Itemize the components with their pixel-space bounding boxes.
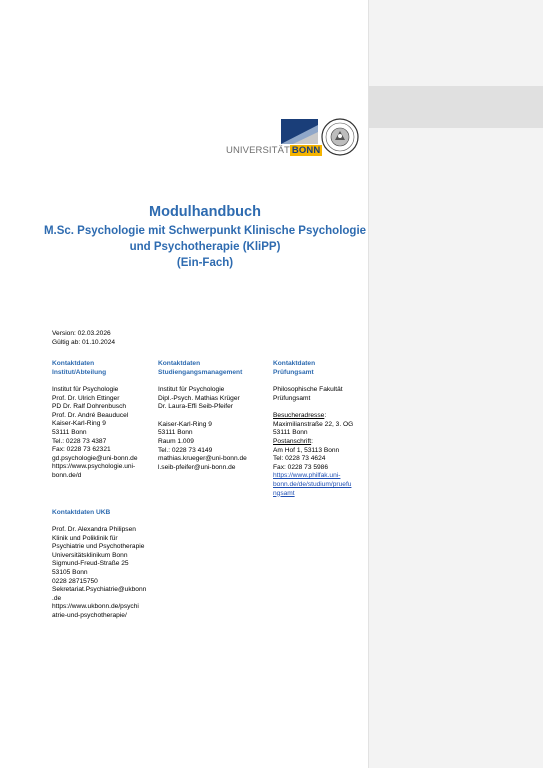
studies-line: 53111 Bonn — [158, 429, 193, 437]
ukb-line: 0228 28715750 — [52, 577, 98, 585]
exam-url-link[interactable]: bonn.de/de/studium/pruefu — [273, 480, 352, 488]
institute-line: Kaiser-Karl-Ring 9 — [52, 420, 106, 428]
institute-line: PD Dr. Ralf Dohrenbusch — [52, 403, 127, 411]
exam-heading-1: Kontaktdaten — [273, 360, 316, 367]
institute-line: 53111 Bonn — [52, 428, 87, 436]
exam-faculty: Philosophische Fakultät — [273, 386, 343, 393]
institute-url[interactable]: https://www.psychologie.uni- — [52, 463, 136, 471]
institute-email[interactable]: gd.psychologie@uni-bonn.de — [52, 454, 138, 462]
contact-ukb — [52, 508, 146, 621]
university-wordmark — [226, 145, 322, 156]
subtitle-line-2: und Psychotherapie (KliPP) — [129, 241, 281, 253]
exam-tel: Tel: 0228 73 4624 — [273, 455, 326, 463]
institute-heading-2: Institut/Abteilung — [52, 369, 107, 376]
comment-margin-box — [369, 86, 543, 128]
contact-institute — [52, 359, 138, 481]
ukb-line: Prof. Dr. Alexandra Philipsen — [52, 526, 136, 533]
exam-postal-row: Postanschrift: — [273, 437, 313, 445]
institute-line: Prof. Dr. Ulrich Ettinger — [52, 394, 120, 402]
institute-line: Tel.: 0228 73 4387 — [52, 437, 107, 445]
ukb-line: Klinik und Poliklinik für — [52, 534, 118, 542]
ukb-line: 53105 Bonn — [52, 568, 88, 576]
studies-line: Institut für Psychologie — [158, 386, 225, 393]
studies-line: Dipl.-Psych. Mathias Krüger — [158, 394, 240, 402]
studies-email[interactable]: mathias.krueger@uni-bonn.de — [158, 455, 247, 463]
institute-line: Prof. Dr. André Beauducel — [52, 411, 129, 419]
document-title: Modulhandbuch — [149, 204, 261, 220]
studies-heading-2: Studiengangsmanagement — [158, 369, 243, 376]
exam-visitor-city: 53111 Bonn — [273, 429, 308, 437]
institute-heading-1: Kontaktdaten — [52, 360, 95, 367]
ukb-line: Psychiatrie und Psychotherapie — [52, 543, 145, 551]
ukb-heading: Kontaktdaten UKB — [52, 509, 111, 516]
ukb-email-cont[interactable]: .de — [52, 594, 62, 602]
studies-line: Raum 1.009 — [158, 437, 194, 445]
ukb-url-cont[interactable]: atrie-und-psychotherapie/ — [52, 611, 127, 619]
studies-email[interactable]: l.seib-pfeifer@uni-bonn.de — [158, 463, 236, 471]
exam-visitor-label: Besucheradresse — [273, 412, 325, 420]
exam-visitor-address: Maximilianstraße 22, 3. OG — [273, 420, 354, 428]
subtitle-line-1: M.Sc. Psychologie mit Schwerpunkt Klinische Psychologie — [43, 225, 367, 237]
institute-line: Institut für Psychologie — [52, 386, 119, 393]
exam-visitor-row: Besucheradresse: — [273, 412, 327, 420]
ukb-url[interactable]: https://www.ukbonn.de/psychi — [52, 603, 139, 611]
studies-line: Tel.: 0228 73 4149 — [158, 446, 213, 454]
wordmark-bonn: BONN — [291, 145, 321, 156]
contact-studies — [158, 359, 247, 472]
exam-fax: Fax: 0228 73 5986 — [273, 463, 328, 471]
document-subtitle — [40, 223, 370, 271]
institute-line: Fax: 0228 73 62321 — [52, 446, 111, 454]
valid-from-text: Gültig ab: 01.10.2024 — [52, 339, 116, 346]
ukb-line: Universitätsklinikum Bonn — [52, 551, 128, 559]
studies-line: Kaiser-Karl-Ring 9 — [158, 420, 212, 428]
studies-line: Dr. Laura-Effi Seib-Pfeifer — [158, 403, 234, 411]
university-seal-icon — [321, 118, 359, 156]
version-info — [52, 329, 115, 347]
exam-heading-2: Prüfungsamt — [273, 369, 314, 376]
exam-postal-label: Postanschrift — [273, 437, 312, 445]
exam-postal-address: Am Hof 1, 53113 Bonn — [273, 446, 340, 454]
contact-exam-office — [273, 359, 353, 498]
exam-url-link[interactable]: ngsamt — [273, 489, 295, 497]
exam-url-link[interactable]: https://www.philfak.uni- — [273, 472, 341, 480]
version-text: Version: 02.03.2026 — [52, 330, 111, 337]
wordmark-university: UNIVERSITÄT — [226, 145, 290, 156]
ukb-email[interactable]: Sekretariat.Psychiatrie@ukbonn — [52, 586, 147, 594]
institute-url-cont[interactable]: bonn.de/d — [52, 471, 82, 479]
logo-graphic-icon — [281, 119, 318, 144]
ukb-line: Sigmund-Freud-Straße 25 — [52, 560, 129, 568]
exam-office: Prüfungsamt — [273, 394, 311, 402]
studies-heading-1: Kontaktdaten — [158, 360, 201, 367]
subtitle-line-3: (Ein-Fach) — [176, 257, 234, 269]
